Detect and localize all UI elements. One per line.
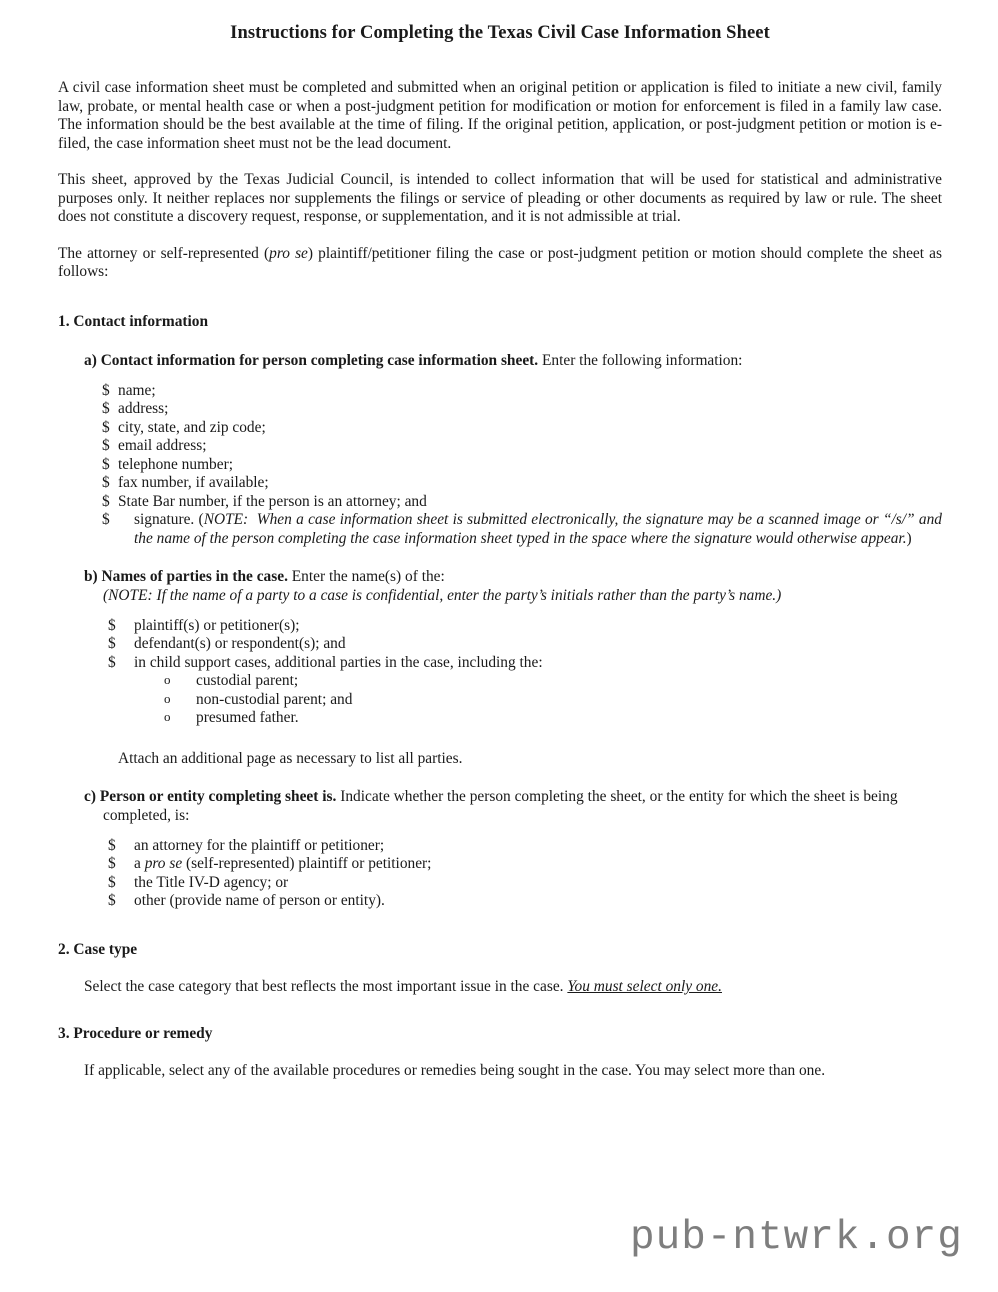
watermark: pub-ntwrk.org — [630, 1215, 963, 1261]
subsection-b-bold-lead: Names of parties in the case. — [101, 568, 288, 586]
dollar-bullet-icon: $ — [108, 836, 116, 854]
subsection-a-label: a) — [84, 351, 97, 369]
list-item — [102, 382, 942, 400]
list-item-label: defendant(s) or respondent(s); and — [134, 635, 346, 653]
list-item-label: plaintiff(s) or petitioner(s); — [134, 616, 300, 634]
dollar-bullet-icon: $ — [102, 381, 110, 399]
circle-bullet-icon: o — [164, 709, 171, 725]
dollar-bullet-icon: $ — [108, 855, 116, 873]
list-item-post: (self-represented) plaintiff or petitioner; — [182, 855, 432, 873]
circle-bullet-icon: o — [164, 672, 171, 688]
intro-p3-italic: pro se — [269, 244, 308, 262]
dollar-bullet-icon: $ — [102, 455, 110, 473]
section-heading-case-type: 2. Case type — [58, 940, 138, 958]
subsection-b-label: b) — [84, 568, 98, 586]
subsection-b-confidentiality-note: (NOTE: If the name of a party to a case is confidential, enter the party’s initials rather than the party’s name.) — [103, 586, 782, 604]
subsection-b-rest: Enter the name(s) of the: — [291, 568, 445, 586]
intro-paragraph-1: A civil case information sheet must be completed and submitted when an original petition or application is filed to initiate a new civil, family law, probate, or mental health case or when a post-judgment petition for modification or motion for enforcement is filed in a family law case. The information should be the best available at the time of filing. If the original petition, application, or post-judgment petition or motion is e-filed, the case information sheet must not be the lead document. — [58, 79, 942, 152]
list-item — [108, 855, 942, 873]
dollar-bullet-icon: $ — [102, 437, 110, 455]
section-body-procedure-remedy: If applicable, select any of the available procedures or remedies being sought in the case. You may select more than one. — [84, 1062, 826, 1080]
list-item — [102, 474, 942, 492]
list-item — [148, 709, 942, 727]
list-item — [102, 437, 942, 455]
dollar-bullet-icon: $ — [102, 492, 110, 510]
dollar-bullet-icon: $ — [108, 616, 116, 634]
document-content — [58, 22, 942, 1081]
list-item-label: other (provide name of person or entity). — [134, 892, 385, 910]
list-item-label: city, state, and zip code; — [118, 418, 266, 436]
parties-bullet-list — [108, 617, 942, 728]
list-item-label: email address; — [118, 437, 207, 455]
list-item-label: name; — [118, 381, 156, 399]
subsection-a-contact-information — [84, 352, 942, 371]
list-item — [102, 400, 942, 418]
list-item-label: presumed father. — [196, 709, 299, 727]
section-body-case-type — [84, 978, 942, 996]
list-item — [108, 617, 942, 635]
list-item-label: custodial parent; — [196, 672, 299, 690]
attach-additional-page-note: Attach an additional page as necessary to list all parties. — [118, 749, 463, 767]
dollar-bullet-icon: $ — [108, 653, 116, 671]
list-item-label: telephone number; — [118, 455, 233, 473]
intro-paragraph-3 — [58, 245, 942, 282]
list-item — [102, 493, 942, 511]
list-item — [102, 419, 942, 437]
list-item — [148, 672, 942, 690]
subsection-c-person-or-entity — [84, 788, 942, 826]
intro-paragraph-2: This sheet, approved by the Texas Judicial Council, is intended to collect information that will be used for statistical and administrative purposes only. It neither replaces nor supplements the filings or service of pleading or other documents as required by law or rule. The sheet does not constitute a discovery request, response, or supplementation, and it is not admissible at trial. — [58, 171, 942, 226]
list-item-italic: pro se — [144, 855, 183, 873]
list-item-label: in child support cases, additional parties in the case, including the: — [134, 653, 543, 671]
list-item — [108, 635, 942, 653]
list-item-signature-note — [102, 511, 942, 548]
case-type-emphasis: You must select only one. — [567, 978, 722, 996]
subsection-a-rest: Enter the following information: — [542, 351, 743, 369]
dollar-bullet-icon: $ — [102, 418, 110, 436]
subsection-c-bold-lead: Person or entity completing sheet is. — [99, 788, 337, 806]
list-item-label: fax number, if available; — [118, 474, 269, 492]
dollar-bullet-icon: $ — [108, 635, 116, 653]
circle-bullet-icon: o — [164, 690, 171, 706]
signature-note-close: ) — [906, 529, 912, 547]
subsection-c-label: c) — [84, 788, 96, 806]
list-item — [108, 874, 942, 892]
section-heading-contact-information: 1. Contact information — [58, 313, 209, 331]
dollar-bullet-icon: $ — [102, 511, 110, 529]
dollar-bullet-icon: $ — [108, 873, 116, 891]
note-text: When a case information sheet is submitted electronically, the signature may be a scanned image or “/s/” and the name of the person completing the case information sheet typed in the space where the signature would otherwise appear. — [134, 511, 942, 547]
list-item — [148, 691, 942, 709]
signature-note-block — [134, 511, 942, 548]
note-label: NOTE: — [203, 511, 249, 529]
child-support-parties-sublist — [148, 672, 942, 727]
list-item-label: State Bar number, if the person is an attorney; and — [118, 492, 427, 510]
dollar-bullet-icon: $ — [102, 474, 110, 492]
intro-p3-part1: The attorney or self-represented ( — [58, 244, 270, 262]
dollar-bullet-icon: $ — [108, 892, 116, 910]
list-item-pre: a — [134, 855, 145, 873]
list-item — [108, 892, 942, 910]
list-item-label: non-custodial parent; and — [196, 690, 353, 708]
subsection-b-names-of-parties — [84, 568, 942, 587]
section-heading-procedure-remedy: 3. Procedure or remedy — [58, 1024, 213, 1042]
case-type-instruction: Select the case category that best reflects the most important issue in the case. — [84, 978, 564, 996]
dollar-bullet-icon: $ — [102, 400, 110, 418]
intro-p3-part2: ) plaintiff/petitioner filing the case or post-judgment petition or motion should complete the sheet as follows: — [58, 244, 942, 280]
page-title: Instructions for Completing the Texas Civil Case Information Sheet — [230, 23, 770, 43]
contact-info-bullet-list — [102, 382, 942, 548]
list-item — [108, 837, 942, 855]
list-item — [102, 456, 942, 474]
list-item-label: the Title IV-D agency; or — [134, 873, 289, 891]
subsection-a-bold-lead: Contact information for person completing case information sheet. — [100, 351, 539, 369]
list-item — [108, 654, 942, 728]
list-item-label: address; — [118, 400, 169, 418]
signature-lead: signature. ( — [134, 511, 204, 529]
subsection-c-rest: Indicate whether the person completing the sheet, or the entity for which the sheet is being completed, is: — [103, 788, 898, 824]
person-entity-bullet-list — [108, 837, 942, 911]
list-item-label: an attorney for the plaintiff or petitioner; — [134, 836, 385, 854]
